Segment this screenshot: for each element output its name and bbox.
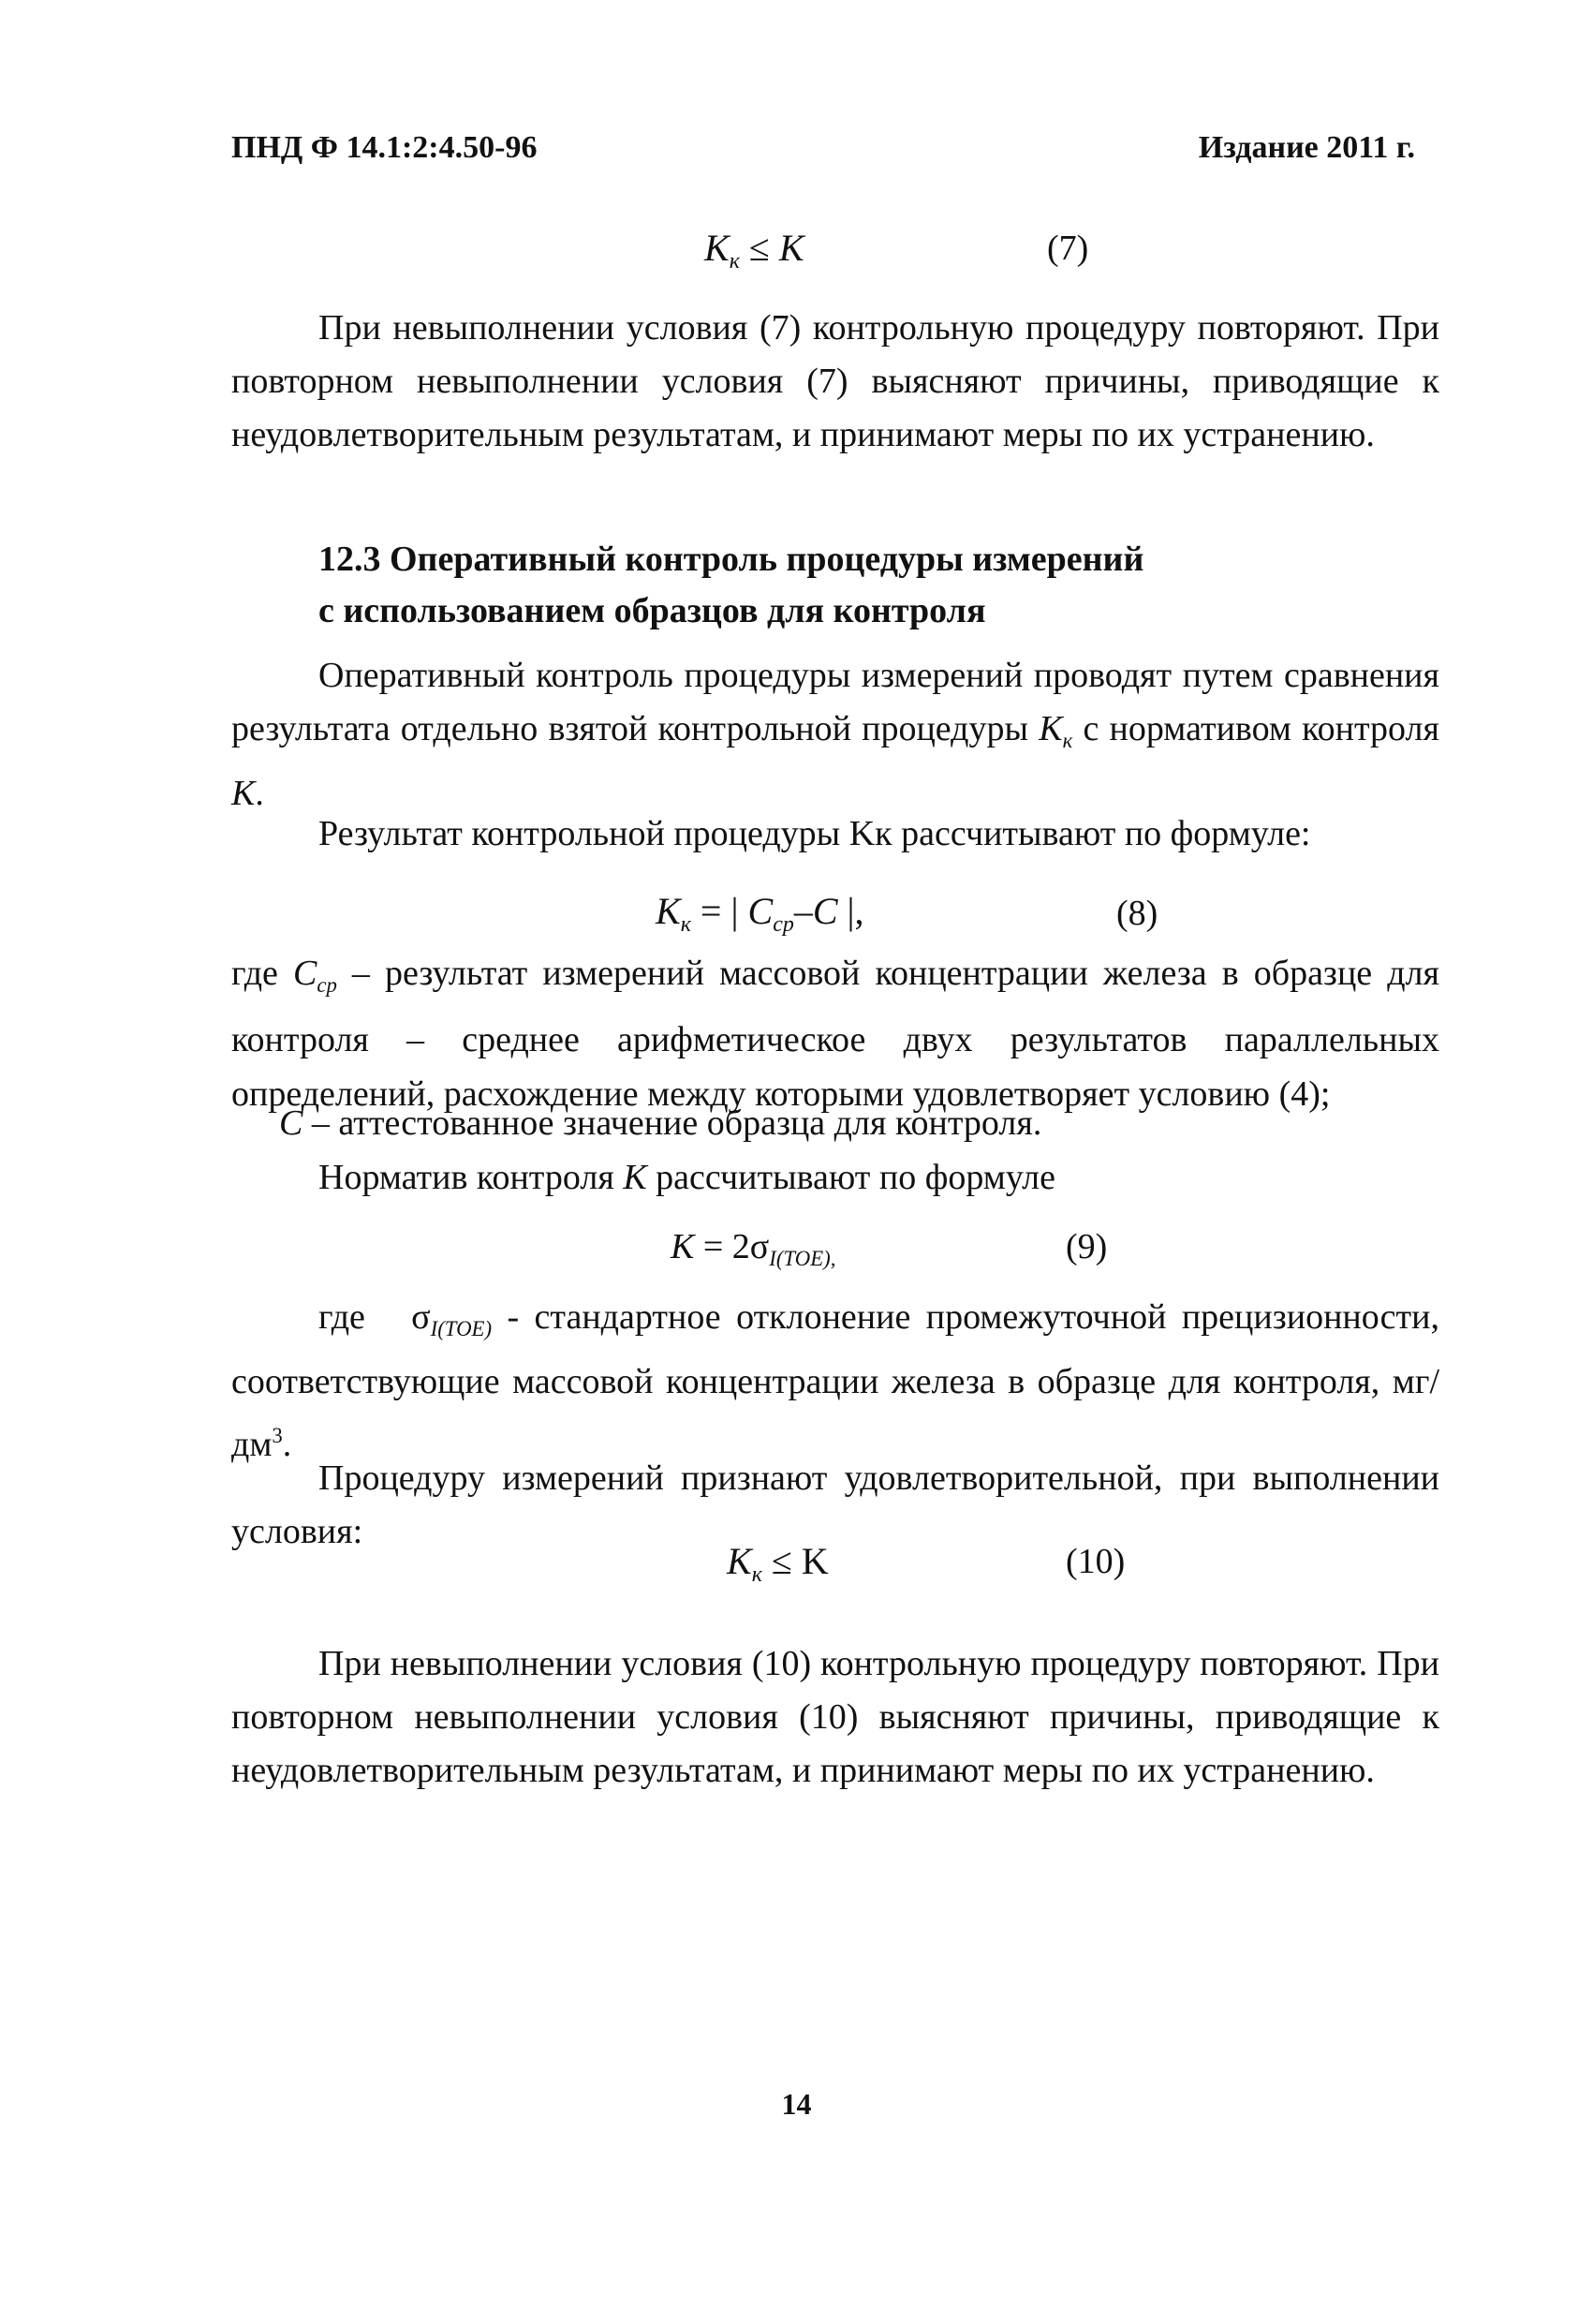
formula-8-comma: , [854,890,864,932]
formula-9-lhs: K [671,1227,695,1266]
para7-sigma-sub: I(TOE) [430,1317,493,1340]
formula-8-minus: – [793,890,813,932]
formula-10 [727,1538,829,1598]
para7-sigma: σ [411,1297,431,1337]
para6-before: Норматив контроля [318,1158,624,1197]
para2-k-sub: к [1062,729,1073,752]
para4-c: C [292,954,317,993]
para2-text-before: Оперативный контроль процедуры измерений проводят путем сравнения результата отдельно взятой контрольной процедуры [231,656,1439,748]
document-code: ПНД Ф 14.1:2:4.50-96 [231,130,538,165]
paragraph-formula-intro: Результат контрольной процедуры Kк рассчитывают по формуле: [318,814,1311,853]
para6-k: K [623,1158,647,1197]
paragraph-sigma-definition [231,1291,1439,1472]
para7-where: где [318,1297,381,1337]
edition-year: Издание 2011 г. [1198,130,1415,165]
formula-9-sub: I(TOE), [769,1247,836,1270]
formula-8-c2: C [812,890,838,932]
para5-c: C [279,1103,303,1143]
formula-8-c: C [747,890,774,932]
para4-where: где [231,954,293,993]
para5-text: – аттестованное значение образца для контроля. [302,1103,1042,1143]
section-title-line1: Оперативный контроль процедуры измерений [390,540,1144,579]
formula-7-lhs-sub: к [729,249,740,274]
formula-9-eq: = 2σ [694,1227,770,1266]
formula-7-lhs: K [704,227,730,269]
paragraph-k-normative [318,1154,1055,1201]
para7-text: - стандартное отклонение промежуточной прецизионности, соответствующие массовой концентрации железа в образце для контроля, мг/дм [231,1297,1439,1464]
formula-9 [671,1223,835,1282]
formula-10-rhs: K [801,1540,829,1582]
formula-8-number: (8) [1116,894,1158,933]
paragraph-repeat-condition-7: При невыполнении условия (7) контрольную процедуру повторяют. При повторном невыполнении условия (7) выясняют причины, приводящие к неудовлетворительным результатам, и принимают меры по их устранению. [231,308,1439,454]
formula-8-lhs-sub: к [680,912,691,937]
para2-k2: K [231,774,256,813]
formula-9-number: (9) [1066,1227,1108,1266]
paragraph-repeat-condition-10: При невыполнении условия (10) контрольную процедуру повторяют. При повторном невыполнении условия (10) выясняют причины, приводящие к неудовлетворительным результатам, и принимают меры по их устранению. [231,1644,1439,1790]
page-number: 14 [781,2087,812,2121]
para6-after: рассчитывают по формуле [646,1158,1055,1197]
para4-c-sub: ср [317,973,337,997]
formula-7-number: (7) [1047,229,1089,268]
formula-8 [656,888,864,948]
para4-text: – результат измерений массовой концентрации железа в образце для контроля – среднее арифметическое двух результатов параллельных определений, расхождение между которыми удовлетворяет условию (4); [231,954,1439,1114]
para2-text-middle: с нормативом контроля [1072,709,1439,748]
formula-8-open: = | [700,890,739,932]
formula-10-lhs: K [727,1540,752,1582]
paragraph-c-definition [279,1100,1041,1147]
para2-k: K [1039,709,1063,748]
formula-7-relation: ≤ [748,227,770,269]
section-heading [318,534,1143,637]
section-title-line2: с использованием образцов для контроля [318,591,986,630]
paragraph-satisfactory-condition: Процедуру измерений признают удовлетворительной, при выполнении условия: [231,1458,1439,1551]
paragraph-operative-control [231,649,1439,821]
formula-10-number: (10) [1066,1542,1126,1581]
formula-7 [704,225,804,285]
formula-7-rhs: K [778,227,804,269]
formula-8-c-sub: ср [773,912,794,937]
para7-end: . [282,1425,292,1464]
para7-sup: 3 [272,1424,283,1447]
paragraph-c-cp-definition [231,946,1439,1121]
section-number: 12.3 [318,540,381,579]
para2-end: . [255,774,264,813]
formula-10-relation: ≤ [771,1540,792,1582]
formula-10-lhs-sub: к [751,1562,762,1587]
formula-8-lhs: K [656,890,681,932]
formula-8-close: | [847,890,855,932]
